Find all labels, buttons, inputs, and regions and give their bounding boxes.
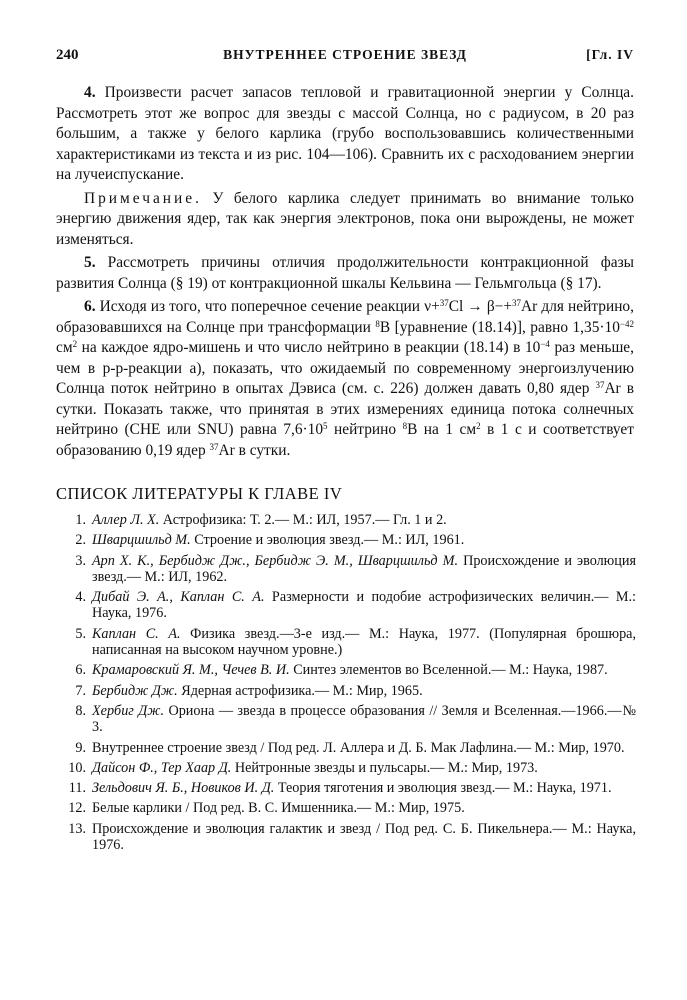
reference-author: Хербиг Дж. <box>92 702 165 719</box>
text-run: Ar в сутки. Показать также, что принятая в этих измерениях единица потока солнечных нейтрино (CHE или SNU) равна 7,6·10 <box>56 380 634 438</box>
reference-item <box>60 626 636 659</box>
text-run: раз меньше, чем в p-p-реакции а), показать, что ожидаемый по современному энергоизлучению Солнца поток нейтрино в опытах Дэвиса (см. с. 226) должен давать 0,80 ядер <box>56 339 634 397</box>
text-run: на каждое ядро-мишень и что число нейтрино в реакции (18.14) в 10 <box>77 339 541 356</box>
reference-text: Происхождение и эволюция звезд.— М.: ИЛ, 1962. <box>92 552 636 585</box>
reference-item <box>60 821 636 854</box>
reference-text: Теория тяготения и эволюция звезд.— М.: Наука, 1971. <box>274 780 612 797</box>
superscript: 37 <box>439 298 449 308</box>
problem-4 <box>56 83 634 186</box>
problem-6 <box>56 297 634 461</box>
note-label: Примечание. <box>84 189 202 207</box>
reference-item <box>60 800 636 816</box>
problem-number: 5. <box>84 254 96 271</box>
reference-item <box>60 740 636 756</box>
note-text: У белого карлика следует принимать во внимание только энергию движения ядер, так как энергия электронов, пока они вырождены, не может изменяться. <box>56 189 634 248</box>
superscript: 37 <box>595 380 605 390</box>
reference-number: 3. <box>75 552 86 569</box>
reference-item <box>60 532 636 548</box>
reference-item <box>60 683 636 699</box>
reference-item <box>60 512 636 528</box>
reference-number: 1. <box>75 512 86 528</box>
reference-item <box>60 589 636 622</box>
superscript: −42 <box>619 318 634 329</box>
reference-text: Синтез элементов во Вселенной.— М.: Наука, 1987. <box>289 662 608 679</box>
reference-text: Физика звезд.—3-е изд.— М.: Наука, 1977. (Популярная брошюра, написанная на высоком научном уровне.) <box>92 625 637 659</box>
text-run: см <box>56 339 73 356</box>
problem-note <box>56 189 634 251</box>
reference-number: 8. <box>75 702 86 719</box>
reference-item <box>60 553 636 586</box>
superscript: 37 <box>209 441 219 452</box>
reference-number: 13. <box>68 820 86 837</box>
page-number: 240 <box>56 47 79 63</box>
text-run: Ar в сутки. <box>218 441 291 459</box>
reference-number: 5. <box>75 625 86 642</box>
reference-number: 12. <box>68 800 86 817</box>
superscript: 8 <box>375 318 380 329</box>
superscript: 2 <box>72 339 78 349</box>
superscript: 37 <box>512 298 522 308</box>
reference-text: Белые карлики / Под ред. В. С. Имшенника.— М.: Мир, 1975. <box>92 800 465 817</box>
reference-item <box>60 662 636 678</box>
reference-text: Астрофизика: Т. 2.— М.: ИЛ, 1957.— Гл. 1 и 2. <box>159 512 447 528</box>
text-run: B [уравнение (18.14)], равно 1,35·10 <box>379 318 620 336</box>
reference-author: Дайсон Ф., Тер Хаар Д. <box>92 759 232 776</box>
reference-author: Арп Х. К., Бербидж Дж., Бербидж Э. М., Шварцшильд М. <box>92 552 459 569</box>
reference-number: 11. <box>68 780 86 797</box>
running-title: ВНУТРЕННЕЕ СТРОЕНИЕ ЗВЕЗД <box>223 47 467 62</box>
reference-text: Строение и эволюция звезд.— М.: ИЛ, 1961. <box>190 532 465 549</box>
reference-list <box>60 512 636 857</box>
reference-author: Зельдович Я. Б., Новиков И. Д. <box>92 780 275 797</box>
reference-item <box>60 760 636 776</box>
reference-number: 6. <box>75 662 86 679</box>
superscript: 5 <box>323 421 328 431</box>
reference-author: Крамаровский Я. М., Чечев В. И. <box>92 662 290 679</box>
reference-text: Внутреннее строение звезд / Под ред. Л. Аллера и Д. Б. Мак Лафлина.— М.: Мир, 1970. <box>92 739 625 756</box>
running-header <box>56 47 634 67</box>
reference-text: Ориона — звезда в процессе образования // Земля и Вселенная.—1966.—№ 3. <box>92 702 636 736</box>
reference-number: 2. <box>75 532 86 549</box>
problem-number: 6. <box>84 298 96 315</box>
reference-item <box>60 780 636 796</box>
text-run: нейтрино <box>327 421 403 438</box>
reference-text: Нейтронные звезды и пульсары.— М.: Мир, 1973. <box>231 759 538 776</box>
problem-text: Рассмотреть причины отличия продолжительности контракционной фазы развития Солнца (§ 19) от контракционной шкалы Кельвина — Гельмгольца (§ 17). <box>56 254 634 292</box>
reference-author: Каплан С. А. <box>92 625 181 642</box>
reference-number: 9. <box>75 739 86 756</box>
superscript: 8 <box>402 421 408 431</box>
reference-number: 4. <box>75 589 86 606</box>
superscript: −4 <box>540 339 550 349</box>
chapter-label: [Гл. IV <box>586 47 634 62</box>
reference-author: Аллер Л. Х. <box>92 512 160 528</box>
problem-number: 4. <box>84 84 96 101</box>
problem-text: Произвести расчет запасов тепловой и гравитационной энергии у Солнца. Рассмотреть этот же вопрос для звезды с массой Солнца, но с радиусом, в 20 раз большим, а также у белого карлика (грубо воспользовавшись количественными характеристиками из текста и из рис. 104—106). Сравнить их с расходованием энергии на лучеиспускание. <box>56 84 634 183</box>
reference-author: Дибай Э. А., Каплан С. А. <box>92 589 265 606</box>
problems-section <box>56 83 634 464</box>
reference-number: 10. <box>68 759 86 776</box>
reference-author: Бербидж Дж. <box>92 682 178 699</box>
reference-item <box>60 703 636 736</box>
superscript: 2 <box>476 421 481 431</box>
text-run: в 1 с и соответствует образованию 0,19 ядер <box>56 421 634 459</box>
reference-number: 7. <box>75 682 86 699</box>
text-run: Исходя из того, что поперечное сечение реакции ν+ <box>99 298 440 315</box>
text-run: Cl → β−+ <box>448 298 513 315</box>
reference-text: Происхождение и эволюция галактик и звезд / Под ред. С. Б. Пикельнера.— М.: Наука, 1976. <box>92 820 636 854</box>
literature-title: СПИСОК ЛИТЕРАТУРЫ К ГЛАВЕ IV <box>56 484 343 503</box>
text-run: B на 1 см <box>407 421 477 438</box>
reference-text: Размерности и подобие астрофизических величин.— М.: Наука, 1976. <box>92 589 636 622</box>
reference-author: Шварцшильд М. <box>92 532 191 549</box>
reference-text: Ядерная астрофизика.— М.: Мир, 1965. <box>177 682 423 699</box>
text-run: Ar для нейтрино, образовавшихся на Солнце при трансформации <box>56 298 634 336</box>
problem-5 <box>56 253 634 294</box>
